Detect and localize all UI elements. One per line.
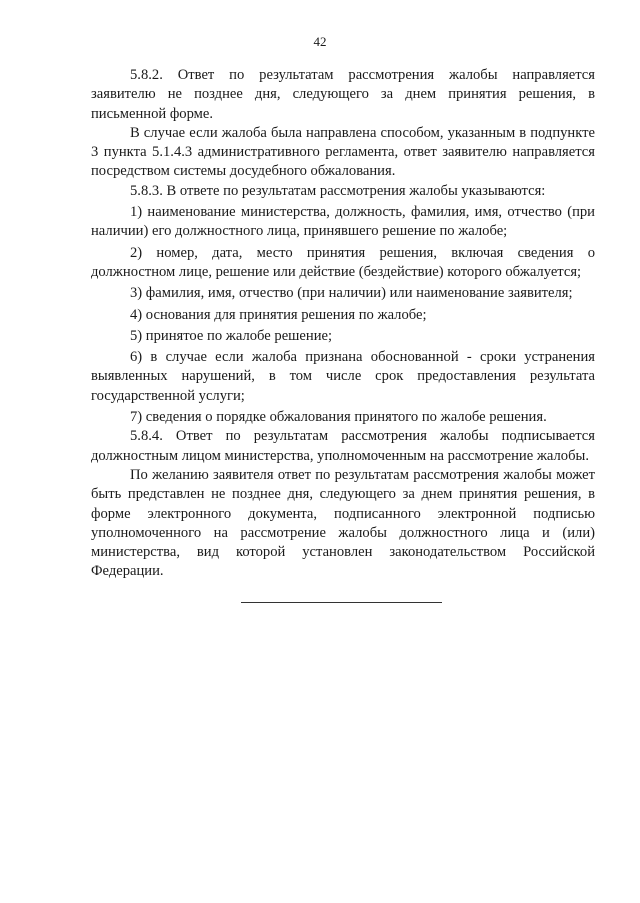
document-body [91,66,595,582]
list-item-1: 1) наименование министерства, должность, фамилия, имя, отчество (при наличии) его должностного лица, принявшего решение по жалобе; [91,204,595,240]
list-item-6: 6) в случае если жалоба признана обоснованной - сроки устранения выявленных нарушений, в том числе срок предоставления результата государственной услуги; [91,349,595,404]
paragraph-5-8-4: 5.8.4. Ответ по результатам рассмотрения жалобы подписывается должностным лицом министерства, уполномоченным на рассмотрение жалобы. [91,428,595,464]
list-item-7: 7) сведения о порядке обжалования принятого по жалобе решения. [130,409,547,426]
list-item-2: 2) номер, дата, место принятия решения, включая сведения о должностном лице, решение или действие (бездействие) которого обжалуется; [91,244,595,280]
paragraph-5-8-3: 5.8.3. В ответе по результатам рассмотрения жалобы указываются: [130,182,546,199]
paragraph-reply-method: В случае если жалоба была направлена способом, указанным в подпункте 3 пункта 5.1.4.3 административного регламента, ответ заявителю направляется посредством системы досудебного обжалования. [91,124,595,180]
list-item-3: 3) фамилия, имя, отчество (при наличии) или наименование заявителя; [130,285,573,302]
list-item-5: 5) принятое по жалобе решение; [130,327,333,344]
list-item-4: 4) основания для принятия решения по жалобе; [130,306,427,323]
paragraph-electronic-reply: По желанию заявителя ответ по результатам рассмотрения жалобы может быть представлен не позднее дня, следующего за днем принятия решения, в форме электронного документа, подписанного электронной подписью уполномоченного на рассмотрение жалобы должностного лица и (или) министерства, вид которой установлен законодательством Российской Федерации. [91,466,595,580]
page-number: 42 [313,34,327,49]
paragraph-5-8-2: 5.8.2. Ответ по результатам рассмотрения жалобы направляется заявителю не позднее дня, следующего за днем принятия решения, в письменной форме. [91,67,595,122]
end-divider [241,602,442,603]
